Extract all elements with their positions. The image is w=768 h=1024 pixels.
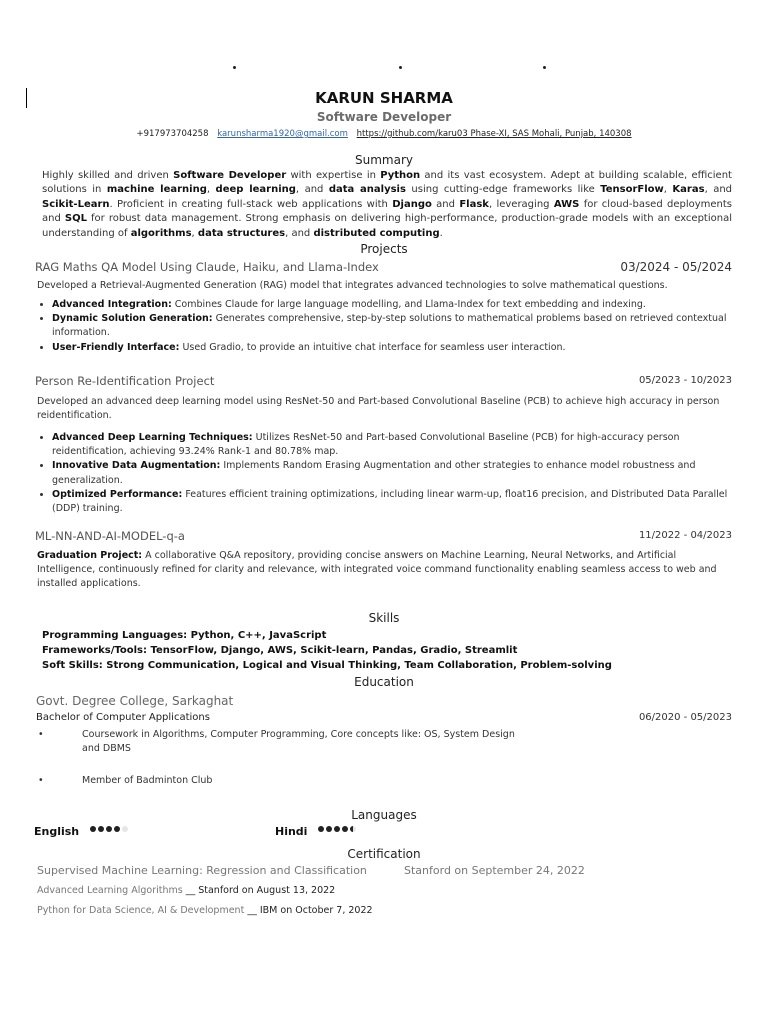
contact-line <box>0 129 768 139</box>
summary-heading: Summary <box>355 153 413 167</box>
skills-soft: Soft Skills: Strong Communication, Logical and Visual Thinking, Team Collaboration, Problem-solving <box>42 660 612 672</box>
list-item: • Advanced Deep Learning Techniques: Utilizes ResNet-50 and Part-based Convolutional Baseline (PCB) for high-accuracy person reidentification, achieving 93.24% Rank-1 and 80.78% map. <box>52 431 746 459</box>
list-item: • Dynamic Solution Generation: Generates comprehensive, step-by-step solutions to mathematical problems based on retrieved contextual information. <box>52 312 746 340</box>
project-title: RAG Maths QA Model Using Claude, Haiku, and Llama-Index <box>35 260 379 274</box>
list-item: • Innovative Data Augmentation: Implements Random Erasing Augmentation and other strategies to enhance model robustness and generalization. <box>52 459 746 487</box>
rating-dot-icon <box>122 826 128 832</box>
list-item: • Optimized Performance: Features efficient training optimizations, including linear warm-up, float16 precision, and Distributed Data Parallel (DDP) training. <box>52 488 746 516</box>
rating-dot-icon <box>342 826 348 832</box>
email-link[interactable]: karunsharma1920@gmail.com <box>217 129 348 139</box>
project-title: ML-NN-AND-AI-MODEL-q-a <box>35 529 185 543</box>
cert-main-issuer: Stanford on September 24, 2022 <box>404 864 585 877</box>
candidate-name: KARUN SHARMA <box>315 89 453 107</box>
project-description: Developed an advanced deep learning model using ResNet-50 and Part-based Convolutional Baseline (PCB) to achieve high accuracy in person reidentification. <box>37 396 720 422</box>
rating-dot-icon <box>98 826 104 832</box>
language-hindi: Hindi <box>275 825 308 838</box>
skills-list <box>42 628 612 674</box>
project-bullets <box>37 298 746 355</box>
education-heading: Education <box>354 675 414 689</box>
languages-heading: Languages <box>351 808 417 822</box>
cert-main-title: Supervised Machine Learning: Regression and Classification <box>37 864 367 877</box>
phone-number: +917973704258 <box>136 129 209 139</box>
bullet-icon: • <box>38 729 44 740</box>
project-description: Developed a Retrieval-Augmented Generation (RAG) model that integrates advanced technologies to solve mathematical questions. <box>37 280 668 291</box>
education-coursework: Coursework in Algorithms, Computer Programming, Core concepts like: OS, System Design and DBMS <box>82 729 515 755</box>
rating-dot-icon <box>90 826 96 832</box>
candidate-role: Software Developer <box>316 110 452 124</box>
education-date: 06/2020 - 05/2023 <box>638 712 732 723</box>
rating-dot-icon <box>106 826 112 832</box>
projects-heading: Projects <box>360 242 408 256</box>
header-dots <box>0 66 768 76</box>
cert-item: Advanced Learning Algorithms __ Stanford on August 13, 2022 <box>37 885 336 896</box>
list-item: • Advanced Integration: Combines Claude for large language modelling, and Llama-Index for text embedding and indexing. <box>52 298 746 312</box>
rating-dot-icon <box>350 826 356 832</box>
rating-dot-icon <box>318 826 324 832</box>
dot-icon <box>233 66 236 69</box>
github-link[interactable]: https://github.com/karu03 Phase-XI, SAS Mohali, Punjab, 140308 <box>356 129 632 139</box>
rating-dot-icon <box>326 826 332 832</box>
college-name: Govt. Degree College, Sarkaghat <box>36 694 234 708</box>
dot-icon <box>543 66 546 69</box>
language-english: English <box>34 825 80 838</box>
skills-frameworks: Frameworks/Tools: TensorFlow, Django, AWS, Scikit-learn, Pandas, Gradio, Streamlit <box>42 645 518 657</box>
rating-dot-icon <box>114 826 120 832</box>
bullet-icon: • <box>38 775 44 786</box>
list-item: • User-Friendly Interface: Used Gradio, to provide an intuitive chat interface for seamless user interaction. <box>52 341 746 355</box>
degree-name: Bachelor of Computer Applications <box>36 712 210 723</box>
skills-heading: Skills <box>368 611 400 625</box>
project-date: 11/2022 - 04/2023 <box>638 530 732 541</box>
dot-icon <box>399 66 402 69</box>
summary-text: Highly skilled and driven Software Developer with expertise in Python and its vast ecosystem. Adept at building scalable, efficient solutions in machine learning, deep learning, and data analysis using cutting-edge frameworks like TensorFlow, Karas, and Scikit-Learn. Proficient in creating full-stack web applications with Django and Flask, leveraging AWS for cloud-based deployments and SQL for robust data management. Strong emphasis on delivering high-performance, production-grade models with an exceptional understanding of algorithms, data structures, and distributed computing. <box>42 170 733 239</box>
certification-heading: Certification <box>347 847 421 861</box>
skills-programming: Programming Languages: Python, C++, JavaScript <box>42 630 327 641</box>
project-bullets <box>37 431 746 516</box>
education-club: Member of Badminton Club <box>82 775 213 786</box>
project-date: 05/2023 - 10/2023 <box>638 375 732 386</box>
project-description: Graduation Project: A collaborative Q&A repository, providing concise answers on Machine Learning, Neural Networks, and Artificial Intelligence, continuously refined for clarity and relevance, with integrated voice command functionality enabling seamless access to web and installed applications. <box>37 550 717 590</box>
rating-dot-icon <box>334 826 340 832</box>
cert-item: Python for Data Science, AI & Development __ IBM on October 7, 2022 <box>37 905 373 916</box>
project-date: 03/2024 - 05/2024 <box>620 260 732 274</box>
project-title: Person Re-Identification Project <box>35 374 215 388</box>
